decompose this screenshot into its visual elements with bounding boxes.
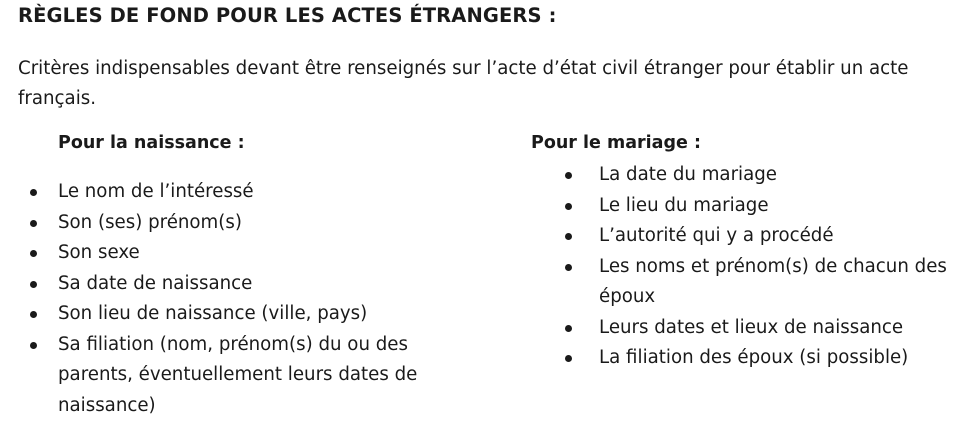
- list-item: [18, 208, 468, 239]
- list-item-text: Le nom de l’intéressé: [58, 181, 254, 202]
- bullet-icon: [565, 264, 572, 271]
- list-item: [18, 269, 468, 300]
- list-item-text: Sa filiation (nom, prénom(s) du ou des parents, éventuellement leurs dates de naissance): [58, 333, 418, 416]
- bullet-icon: [565, 203, 572, 210]
- bullet-icon: [565, 172, 572, 179]
- list-item: [531, 221, 951, 252]
- list-item: [18, 330, 468, 422]
- bullet-icon: [565, 325, 572, 332]
- list-item: [18, 299, 468, 330]
- naissance-section: [18, 128, 468, 421]
- mariage-heading: Pour le mariage :: [531, 133, 701, 153]
- bullet-icon: [565, 355, 572, 362]
- bullet-icon: [565, 233, 572, 240]
- bullet-icon: [30, 311, 37, 318]
- list-item-text: Son (ses) prénom(s): [58, 211, 242, 233]
- list-item-text: Son sexe: [58, 242, 140, 263]
- list-item-text: Leurs dates et lieux de naissance: [599, 316, 904, 338]
- list-item: [18, 238, 468, 269]
- mariage-list: [531, 160, 951, 374]
- page-title: RÈGLES DE FOND POUR LES ACTES ÉTRANGERS :: [18, 4, 557, 27]
- bullet-icon: [30, 189, 37, 196]
- intro-paragraph: Critères indispensables devant être renseignés sur l’acte d’état civil étranger pour établir un acte français.: [18, 58, 909, 109]
- mariage-section: [531, 128, 951, 374]
- bullet-icon: [30, 220, 37, 227]
- list-item-text: Son lieu de naissance (ville, pays): [58, 303, 368, 324]
- list-item-text: L’autorité qui y a procédé: [599, 225, 834, 246]
- list-item-text: Les noms et prénom(s) de chacun des époux: [599, 255, 947, 307]
- list-item-text: La filiation des époux (si possible): [599, 347, 909, 368]
- list-item-text: Sa date de naissance: [58, 272, 253, 294]
- list-item-text: La date du mariage: [599, 164, 777, 185]
- bullet-icon: [30, 342, 37, 349]
- bullet-icon: [30, 281, 37, 288]
- list-item: [18, 177, 468, 208]
- naissance-heading: Pour la naissance :: [58, 133, 245, 153]
- list-item: [531, 160, 951, 191]
- list-item: [531, 252, 951, 313]
- list-item: [531, 313, 951, 344]
- bullet-icon: [30, 250, 37, 257]
- list-item: [531, 343, 951, 374]
- list-item-text: Le lieu du mariage: [599, 194, 769, 216]
- list-item: [531, 191, 951, 222]
- naissance-list: [18, 177, 468, 421]
